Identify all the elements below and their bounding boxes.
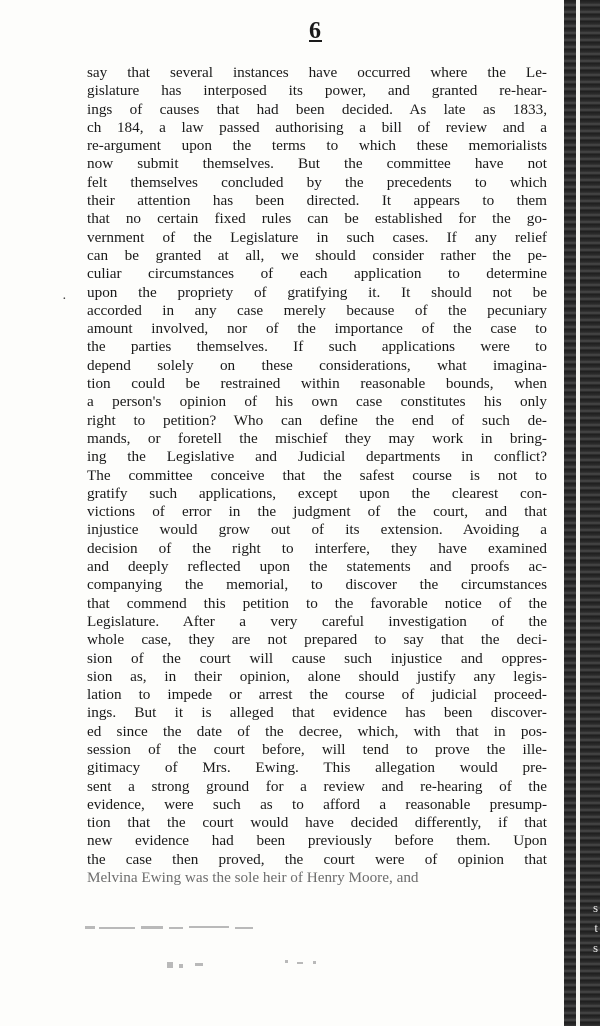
edge-letter: s xyxy=(592,900,598,915)
text-line: gitimacy of Mrs. Ewing. This allegation would pre- xyxy=(87,759,547,777)
faded-print-smudge xyxy=(85,922,385,982)
body-text xyxy=(87,64,547,887)
text-line: amount involved, nor of the importance of the case to xyxy=(87,320,547,338)
text-line: sent a strong ground for a review and re-hearing of the xyxy=(87,777,547,795)
edge-letter: s xyxy=(592,940,598,955)
text-line: felt themselves concluded by the precedents to which xyxy=(87,173,547,191)
text-line: ings. But it is alleged that evidence has been discover- xyxy=(87,704,547,722)
text-line: decision of the right to interfere, they have examined xyxy=(87,539,547,557)
text-line: a person's opinion of his own case constitutes his only xyxy=(87,393,547,411)
edge-letter: t xyxy=(594,920,598,935)
text-line: Legislature. After a very careful investigation of the xyxy=(87,612,547,630)
text-line: ed since the date of the decree, which, with that in pos- xyxy=(87,722,547,740)
text-line: the case then proved, the court were of opinion that xyxy=(87,850,547,868)
text-line: say that several instances have occurred where the Le- xyxy=(87,64,547,81)
text-line: their attention has been directed. It appears to them xyxy=(87,192,547,210)
text-line: sion as, in their opinion, alone should justify any legis- xyxy=(87,667,547,685)
text-line: session of the court before, will tend to prove the ille- xyxy=(87,740,547,758)
text-line: can be granted at all, we should consider rather the pe- xyxy=(87,246,547,264)
text-line: vernment of the Legislature in such cases. If any relief xyxy=(87,228,547,246)
text-line: re-argument upon the terms to which these memorialists xyxy=(87,137,547,155)
text-line: ing the Legislative and Judicial departments in conflict? xyxy=(87,448,547,466)
text-line: sion of the court will cause such injustice and oppres- xyxy=(87,649,547,667)
text-line: gratify such applications, except upon the clearest con- xyxy=(87,484,547,502)
binding-edge xyxy=(564,0,600,1026)
page-number: 6 xyxy=(309,18,322,44)
text-line: that no certain fixed rules can be established for the go- xyxy=(87,210,547,228)
text-line: depend solely on these considerations, what imagina- xyxy=(87,356,547,374)
text-line: upon the propriety of gratifying it. It should not be xyxy=(87,283,547,301)
text-line: and deeply reflected upon the statements and proofs ac- xyxy=(87,558,547,576)
text-line: the parties themselves. If such applications were to xyxy=(87,338,547,356)
text-line: evidence, were such as to afford a reasonable presump- xyxy=(87,795,547,813)
text-line: new evidence had been previously before them. Upon xyxy=(87,832,547,850)
text-line: whole case, they are not prepared to say that the deci- xyxy=(87,631,547,649)
text-line: that commend this petition to the favorable notice of the xyxy=(87,594,547,612)
text-line: now submit themselves. But the committee have not xyxy=(87,155,547,173)
text-line: companying the memorial, to discover the circumstances xyxy=(87,576,547,594)
text-line: tion that the court would have decided differently, if that xyxy=(87,814,547,832)
text-line: The committee conceive that the safest course is not to xyxy=(87,466,547,484)
text-line: tion could be restrained within reasonable bounds, when xyxy=(87,375,547,393)
text-line: accorded in any case merely because of the pecuniary xyxy=(87,301,547,319)
text-line: mands, or foretell the mischief they may work in bring- xyxy=(87,429,547,447)
text-line: Melvina Ewing was the sole heir of Henry Moore, and xyxy=(87,869,419,887)
text-line: right to petition? Who can define the end of such de- xyxy=(87,411,547,429)
text-line: victions of error in the judgment of the court, and that xyxy=(87,503,547,521)
text-line: lation to impede or arrest the course of judicial proceed- xyxy=(87,686,547,704)
text-line: culiar circumstances of each application to determine xyxy=(87,265,547,283)
text-line: ings of causes that had been decided. As late as 1833, xyxy=(87,100,547,118)
text-line: injustice would grow out of its extension. Avoiding a xyxy=(87,521,547,539)
text-line: ch 184, a law passed authorising a bill of review and a xyxy=(87,118,547,136)
stray-ink-mark: · xyxy=(62,292,67,307)
text-line: gislature has interposed its power, and granted re-hear- xyxy=(87,82,547,100)
binding-gap xyxy=(576,0,580,1026)
